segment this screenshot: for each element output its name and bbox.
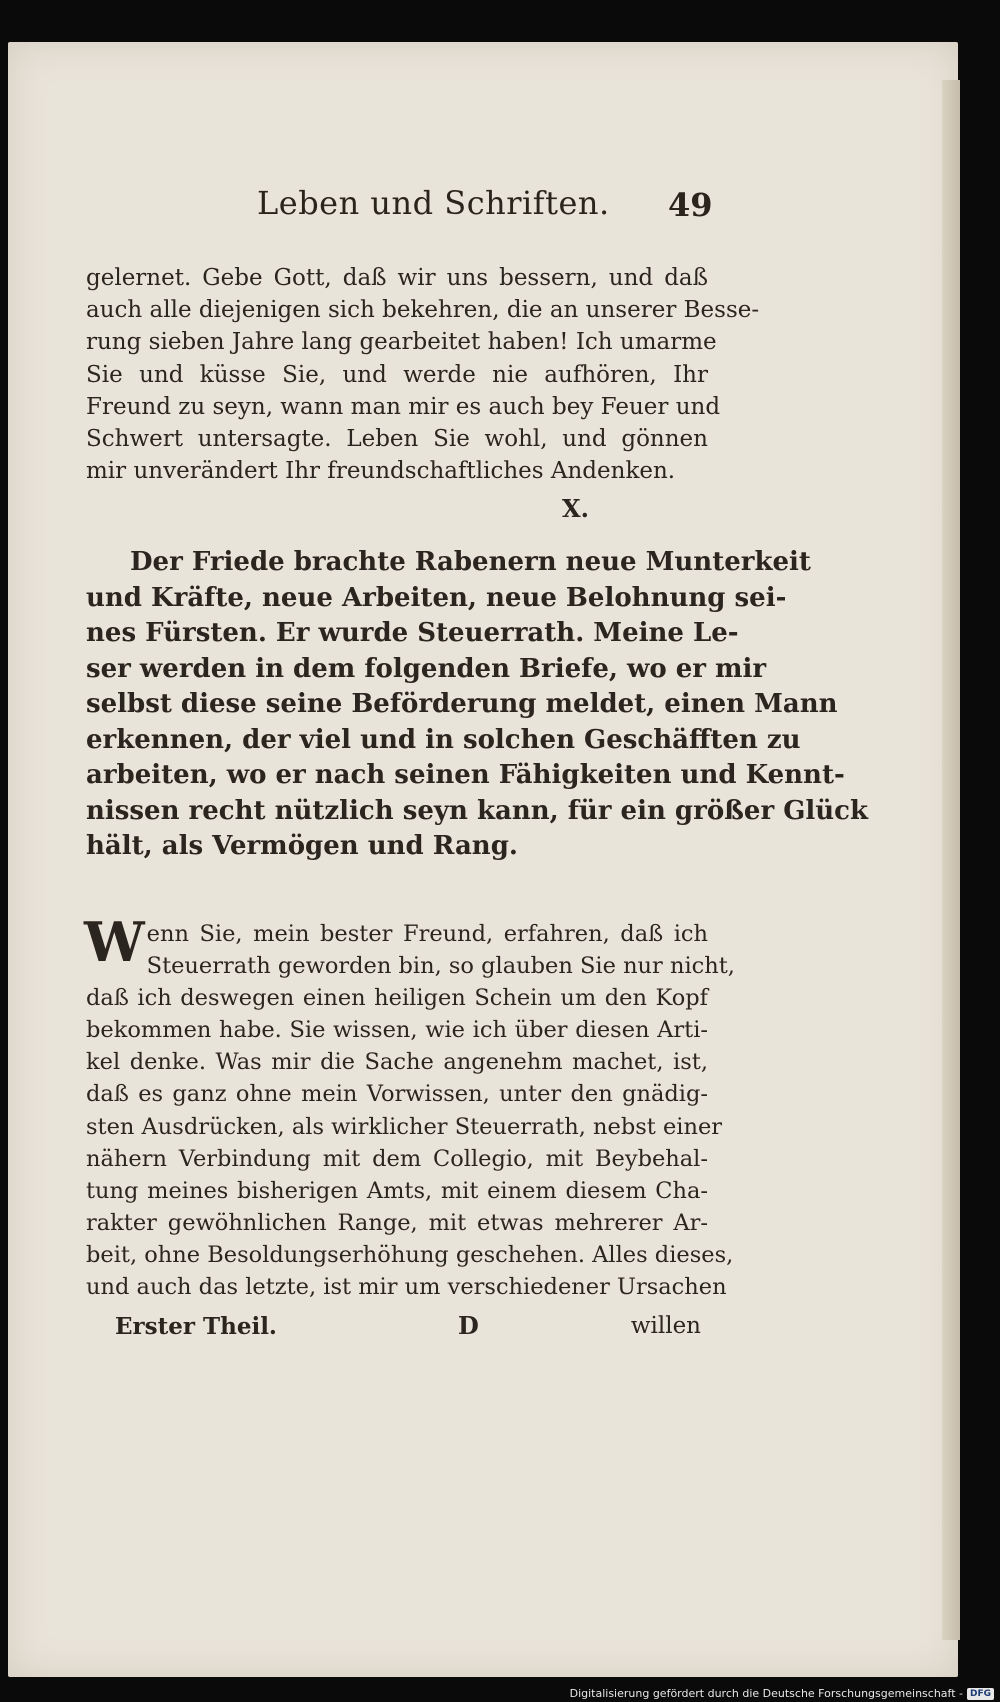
catchword: willen [630,1313,701,1339]
text-line: arbeiten, wo er nach seinen Fähigkeiten und Kennt- [86,760,845,790]
text-line: auch alle diejenigen sich bekehren, die an unserer Besse- [86,297,760,324]
text-line: gelernet. Gebe Gott, daß wir uns bessern, und daß [86,265,708,291]
text-line: kel denke. Was mir die Sache angenehm machet, ist, [86,1049,708,1076]
text-line: Sie und küsse Sie, und werde nie aufhören, Ihr [86,361,708,388]
text-line: tung meines bisherigen Amts, mit einem diesem Cha- [86,1177,708,1204]
sheet-mark: D [458,1311,479,1340]
text-line: rung sieben Jahre lang gearbeitet haben! Ich umarme [86,329,717,356]
text-line: und auch das letzte, ist mir um verschiedener Ursachen [86,1274,727,1301]
text-line: Freund zu seyn, wann man mir es auch bey Feuer und [86,393,721,420]
text-line: nes Fürsten. Er wurde Steuerrath. Meine Le- [86,618,739,648]
text-line: rakter gewöhnlichen Range, mit etwas mehrerer Ar- [86,1209,708,1236]
text-line: nissen recht nützlich seyn kann, für ein größer Glück [86,795,869,826]
paragraph-narrative [86,545,869,865]
page-edge [942,80,960,1640]
text-line: Der Friede brachte Rabenern neue Munterkeit [130,547,811,577]
drop-cap: W [84,910,145,974]
text-line: und Kräfte, neue Arbeiten, neue Belohnung sei- [86,582,787,613]
text-line: Schwert untersagte. Leben Sie wohl, und gönnen [86,426,708,453]
text-line: daß ich deswegen einen heiligen Schein um den Kopf [86,985,708,1012]
letter-paragraph [84,910,735,1303]
text-line: daß es ganz ohne mein Vorwissen, unter den gnädig- [86,1081,708,1108]
text-line: sten Ausdrücken, als wirklicher Steuerrath, nebst einer [86,1113,723,1140]
paragraph-letter-ending [86,262,760,487]
digitization-credit [570,1687,994,1700]
text-line: ser werden in dem folgenden Briefe, wo er mir [86,653,767,684]
text-line: Steuerrath geworden bin, so glauben Sie nur nicht, [146,953,735,980]
text-line: bekommen habe. Sie wissen, wie ich über diesen Arti- [86,1017,708,1044]
page-footer [115,1313,701,1345]
text-line: beit, ohne Besoldungserhöhung geschehen. Alles dieses, [86,1241,734,1268]
text-line: erkennen, der viel und in solchen Geschäfften zu [86,724,801,755]
text-line: enn Sie, mein bester Freund, erfahren, daß ich [146,921,708,947]
text-line: nähern Verbindung mit dem Collegio, mit Beybehal- [86,1145,708,1172]
section-mark: X. [562,494,589,523]
credit-text: Digitalisierung gefördert durch die Deutsche Forschungsgemeinschaft - [569,1687,963,1700]
text-line: hält, als Vermögen und Rang. [86,831,518,861]
text-line: mir unverändert Ihr freundschaftliches Andenken. [86,458,676,485]
page-number: 49 [668,186,713,224]
dfg-logo: DFG [967,1688,994,1700]
signature-mark: Erster Theil. [115,1313,277,1340]
running-title: Leben und Schriften. [257,184,610,222]
text-line: selbst diese seine Beförderung meldet, einen Mann [86,689,838,719]
